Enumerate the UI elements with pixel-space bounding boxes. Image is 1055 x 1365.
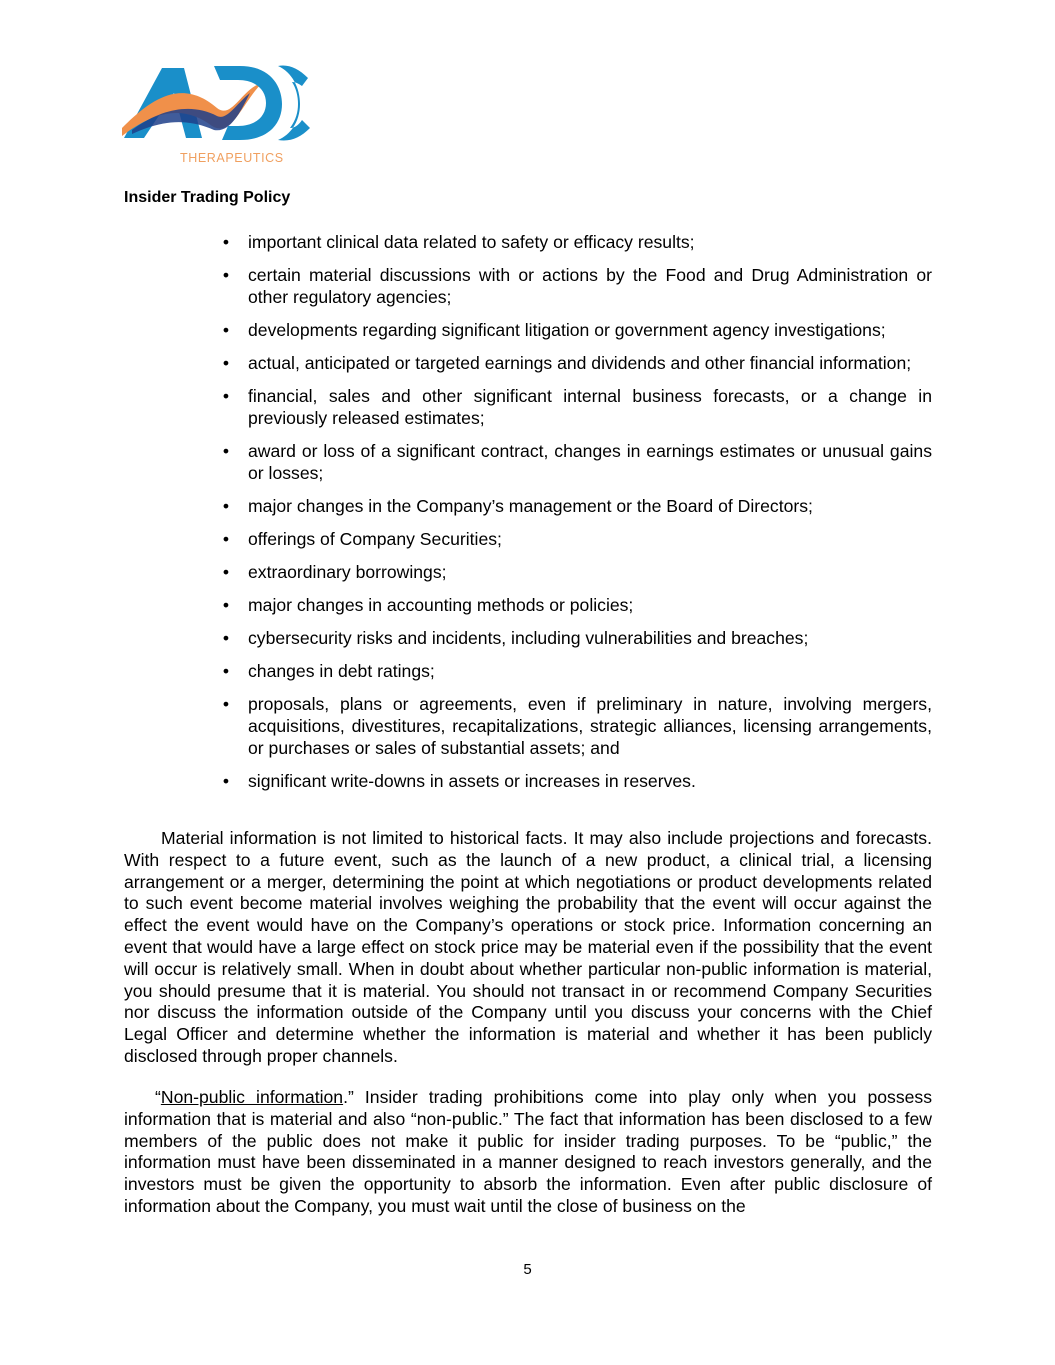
logo-subtitle: THERAPEUTICS <box>180 151 284 165</box>
list-item: • extraordinary borrowings; <box>216 561 932 583</box>
list-item: • important clinical data related to safety or efficacy results; <box>216 231 932 253</box>
material-info-list <box>216 231 932 803</box>
list-item: • offerings of Company Securities; <box>216 528 932 550</box>
list-item: • changes in debt ratings; <box>216 660 932 682</box>
bullet-icon: • <box>222 496 230 516</box>
list-item: • major changes in the Company’s management or the Board of Directors; <box>216 495 932 517</box>
bullet-icon: • <box>222 628 230 648</box>
bullet-icon: • <box>222 386 230 406</box>
paragraph-body: Insider trading prohibitions come into play only when you possess information that is material and also “non-public.” The fact that information has been disclosed to a few members of the public does not make it public for insider trading purposes. To be “public,” the information must have been disseminated in a manner designed to reach investors generally, and the investors must be given the opportunity to absorb the information. Even after public disclosure of information about the Company, you must wait until the close of business on the <box>124 1087 933 1216</box>
bullet-icon: • <box>222 320 230 340</box>
non-public-information-paragraph <box>124 1087 932 1218</box>
page-header-title: Insider Trading Policy <box>124 189 291 206</box>
defined-term: Non-public information <box>160 1087 344 1107</box>
bullet-icon: • <box>222 694 230 714</box>
bullet-icon: • <box>222 661 230 681</box>
close-quote: .” <box>343 1087 354 1107</box>
bullet-icon: • <box>222 232 230 252</box>
list-item: • significant write-downs in assets or increases in reserves. <box>216 770 932 792</box>
bullet-icon: • <box>222 265 230 285</box>
bullet-icon: • <box>222 771 230 791</box>
list-item: • certain material discussions with or actions by the Food and Drug Administration or other regulatory agencies; <box>216 264 932 308</box>
list-item: • actual, anticipated or targeted earnings and dividends and other financial information; <box>216 352 932 374</box>
list-item: • major changes in accounting methods or policies; <box>216 594 932 616</box>
adc-logo-graphic <box>122 58 312 170</box>
company-logo <box>122 58 312 170</box>
bullet-icon: • <box>222 353 230 373</box>
bullet-icon: • <box>222 562 230 582</box>
open-quote: “ <box>155 1087 161 1107</box>
list-item: • award or loss of a significant contract, changes in earnings estimates or unusual gains or losses; <box>216 440 932 484</box>
bullet-icon: • <box>222 441 230 461</box>
page-number: 5 <box>523 1261 532 1278</box>
list-item: • developments regarding significant litigation or government agency investigations; <box>216 319 932 341</box>
list-item: • financial, sales and other significant internal business forecasts, or a change in previously released estimates; <box>216 385 932 429</box>
material-information-paragraph: Material information is not limited to historical facts. It may also include projections and forecasts. With respect to a future event, such as the launch of a new product, a clinical trial, a licensing arrangement or a merger, determining the point at which negotiations or product developments related to such event become material involves weighing the probability that the event will occur against the effect the event would have on the Company’s operations or stock price. Information concerning an event that would have a large effect on stock price may be material even if the possibility that the event will occur is relatively small. When in doubt about whether particular non-public information is material, you should presume that it is material. You should not transact in or recommend Company Securities nor discuss the information outside of the Company until you discuss your concerns with the Chief Legal Officer and determine whether the information is material and whether it has been publicly disclosed through proper channels. <box>124 828 932 1066</box>
bullet-icon: • <box>222 529 230 549</box>
bullet-icon: • <box>222 595 230 615</box>
list-item: • cybersecurity risks and incidents, including vulnerabilities and breaches; <box>216 627 932 649</box>
list-item: • proposals, plans or agreements, even if preliminary in nature, involving mergers, acquisitions, divestitures, recapitalizations, strategic alliances, licensing arrangements, or purchases or sales of substantial assets; and <box>216 693 932 759</box>
